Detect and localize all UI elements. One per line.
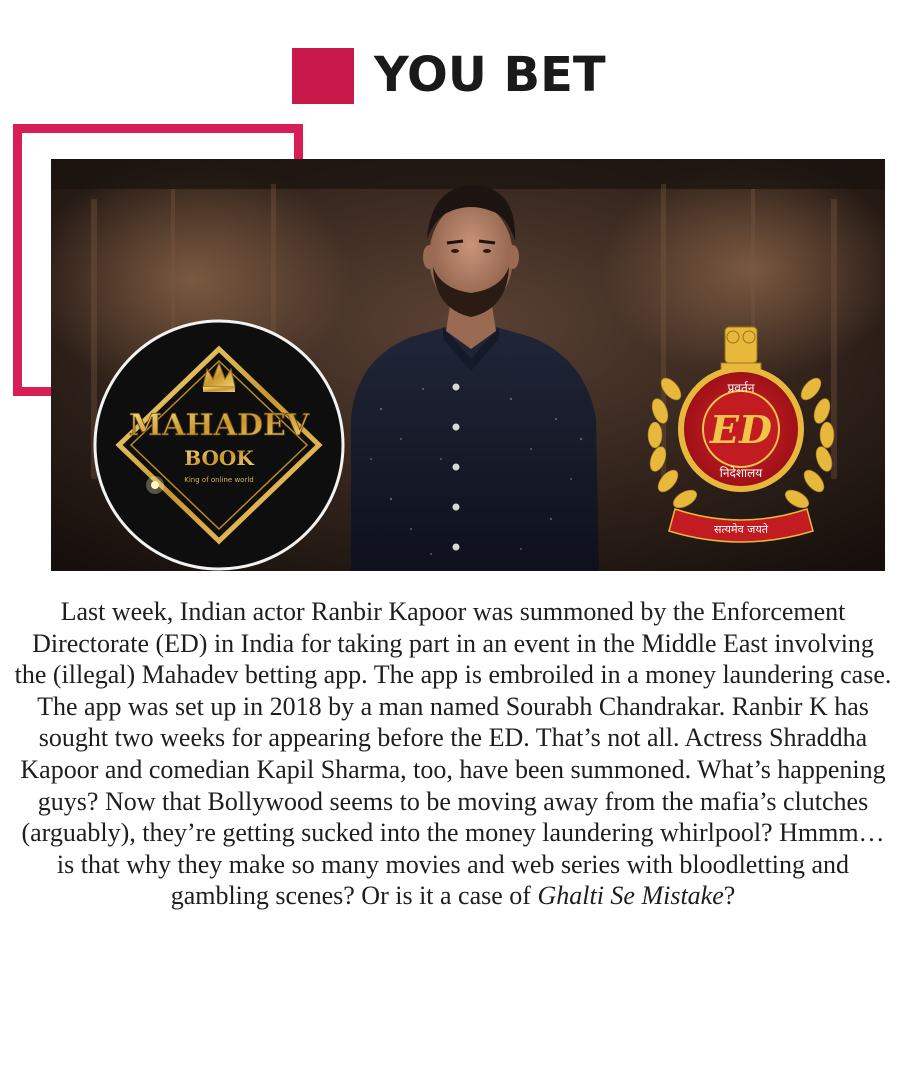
section-title: YOU BET bbox=[374, 47, 606, 103]
section-header bbox=[0, 44, 906, 106]
article-paragraph bbox=[14, 596, 892, 912]
ed-ribbon-text: सत्यमेव जयते bbox=[713, 523, 769, 536]
article-body bbox=[14, 596, 892, 912]
logo-tagline: King of online world bbox=[184, 476, 254, 484]
ed-top-text: प्रवर्तन bbox=[727, 381, 755, 395]
ed-bottom-text: निदेशालय bbox=[719, 466, 763, 480]
logo-line-2: BOOK bbox=[184, 446, 254, 470]
mahadev-book-logo bbox=[95, 321, 343, 569]
article-text: Last week, Indian actor Ranbir Kapoor was summoned by the Enforcement Directorate (ED) in India for taking part in an event in the Middle East involving the (illegal) Mahadev betting app. The app is embroiled in a money laundering case. The app was set up in 2018 by a man named Sourabh Chandrakar. Ranbir K has sought two weeks for appearing before the ED. That’s not all. Actress Shraddha Kapoor and comedian Kapil Sharma, too, have been summoned. What’s happening guys? Now that Bollywood seems to be moving away from the mafia’s clutches (arguably), they’re getting sucked into the money laundering whirlpool? Hmmm… is that why they make so many movies and web series with bloodletting and gambling scenes? Or is it a case of bbox=[14, 597, 892, 911]
ashoka-emblem-icon bbox=[721, 327, 761, 371]
ed-monogram: ED bbox=[710, 407, 772, 452]
logo-line-1: MAHADEV bbox=[128, 408, 310, 443]
article-end: ? bbox=[723, 881, 736, 911]
article-photo bbox=[51, 159, 885, 571]
header-accent-square bbox=[292, 48, 354, 104]
article-italic-phrase: Ghalti Se Mistake bbox=[537, 881, 724, 911]
